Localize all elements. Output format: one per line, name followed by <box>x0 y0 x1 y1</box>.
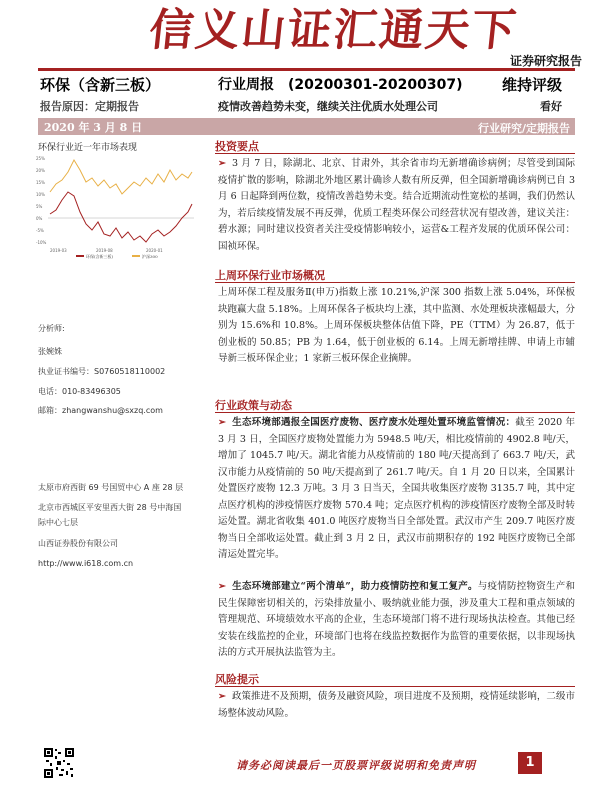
policy-paragraph-1 <box>218 415 575 564</box>
rating-value: 看好 <box>540 100 562 113</box>
report-reason: 报告原因：定期报告 <box>40 100 139 113</box>
index-series-line <box>50 160 192 194</box>
investment-text: 3 月 7 日，除湖北、北京、甘肃外，其余省市均无新增确诊病例；尽管受到国际疫情扩散的影响，除湖北外地区累计确诊人数有所反弹，但全国新增确诊病例已自 3 月 6 日起降到两位数，疫情改善趋势未变。结合近期流动性宽松的基调，我们仍然认为，若后续疫情发展不再反弹，优质工程类环保公司经营状况有望改善，建议关注：碧水源；同时建议投资者关注受疫情影响较小，运营&工程齐发展的优质环保公司：国祯环保。 <box>218 158 575 252</box>
policy-paragraph-2 <box>218 579 575 662</box>
svg-text:-5%: -5% <box>36 228 44 233</box>
svg-text:2019-03: 2019-03 <box>50 248 67 253</box>
policy-1-heading: 生态环境部遇报全国医疗废物、医疗废水处理处置环境监管情况： <box>231 417 516 428</box>
section-divider <box>215 412 575 413</box>
svg-text:10%: 10% <box>36 192 45 197</box>
svg-text:-10%: -10% <box>36 240 47 245</box>
svg-text:5%: 5% <box>36 204 43 209</box>
section-divider <box>215 153 575 154</box>
svg-text:2020-01: 2020-01 <box>146 248 163 253</box>
sector-name: 环保（含新三板） <box>40 76 161 94</box>
performance-chart <box>36 152 196 262</box>
y-axis-ticks <box>36 156 47 245</box>
certificate-number: 执业证书编号：S0760518110002 <box>38 367 166 376</box>
svg-text:2019-08: 2019-08 <box>96 248 113 253</box>
legend-sector-swatch <box>76 255 84 257</box>
address-taiyuan: 太原市府西街 69 号国贸中心 A 座 28 层 <box>38 483 184 492</box>
section-title-investment: 投资要点 <box>215 140 259 153</box>
rating-label: 维持评级 <box>501 76 562 94</box>
company-logo-slogan: 信义山证汇通天下 <box>146 5 521 56</box>
analyst-label: 分析师: <box>38 324 65 333</box>
section-title-risk: 风险提示 <box>215 673 259 686</box>
market-paragraph: 上周环保工程及服务Ⅱ(申万)指数上涨 10.21%,沪深 300 指数上涨 5.04%，环保板块跑赢大盘 5.18%。上周环保各子板块均上涨，其中监测、水处理板块涨幅最大，分别为 15.6%和 10.8%。上周环保板块整体估值下降，PE（TTM）为 26.87，低于创业板的 50.85；PB 为 1.64，低于创业板的 6.14。上周无新增挂牌、申请上市辅导新三板环保企业；1 家新三板环保企业摘牌。 <box>218 287 575 364</box>
risk-paragraph <box>218 689 575 722</box>
report-headline: 疫情改善趋势未变，继续关注优质水处理公司 <box>218 100 438 113</box>
report-title: 行业周报 (20200301-20200307) <box>218 77 463 93</box>
disclaimer-notice: 请务必阅读最后一页股票评级说明和免责声明 <box>236 759 476 772</box>
report-date: 2020 年 3 月 8 日 <box>44 121 143 134</box>
analyst-name: 张婉姝 <box>38 347 62 356</box>
sector-series-line <box>50 192 192 242</box>
header-divider <box>38 68 575 71</box>
chart-title: 环保行业近一年市场表现 <box>38 143 138 153</box>
bullet-icon: ➢ <box>218 158 226 169</box>
section-divider <box>215 282 575 283</box>
policy-1-text: 截至 2020 年 3 月 3 日，全国医疗废物处置能力为 5948.5 吨/天，相比疫情前的 4902.8 吨/天，增加了 1045.7 吨/天。湖北省能力从疫情前的 180 吨/天提高到了 663.7 吨/天，武汉市能力从疫情前的 50 吨/天提高到了 261.7 吨/天。自 1 月 20 日以来，全国累计处置医疗废物 12.3 万吨。3 月 3 日当天，全国共收集医疗废物 3135.7 吨，其中定点医疗机构的涉疫情医疗废物 570.4 吨；定点医疗机构的涉疫情医疗废物全部及时转运处置。湖北省收集 401.0 吨医疗废物当日全部处置。武汉市产生 209.7 吨医疗废物当日全部收运处置。截止到 3 月 2 日，武汉市前期积存的 192 吨医疗废物已全部清运处置完毕。 <box>218 417 575 560</box>
qr-code-icon <box>43 747 75 779</box>
bullet-icon: ➢ <box>218 691 226 702</box>
company-name: 山西证券股份有限公司 <box>38 539 118 548</box>
section-title-policy: 行业政策与动态 <box>215 399 292 412</box>
phone-number: 电话：010-83496305 <box>38 387 121 396</box>
bullet-icon: ➢ <box>218 417 226 428</box>
legend-index: 沪深300 <box>142 254 158 259</box>
report-type: 证券研究报告 <box>509 54 582 68</box>
legend-sector: 环保(含新三板) <box>86 254 114 259</box>
svg-text:15%: 15% <box>36 180 45 185</box>
risk-text: 政策推进不及预期，债务及融资风险，项目进度不及预期，疫情延续影响，二级市场整体波动风险。 <box>218 691 575 719</box>
legend-index-swatch <box>132 255 140 257</box>
policy-2-heading: 生态环境部建立“两个清单”，助力疫情防控和复工复产。 <box>231 581 478 592</box>
page-number: 1 <box>518 752 542 774</box>
svg-text:20%: 20% <box>36 168 45 173</box>
website-link[interactable]: http://www.i618.com.cn <box>38 559 134 568</box>
x-axis-ticks <box>50 248 163 253</box>
policy-2-text: 与疫情防控物资生产和民生保障密切相关的，污染排放量小、吸纳就业能力强，涉及重大工程和重点领域的管理规范、环境绩效水平高的企业，生态环境部门将不进行现场执法检查。其他已经安装在线监控的企业，环境部门也将在线监控数据作为监管的重要依据，以非现场执法的方式开展执法监管为主。 <box>218 581 575 658</box>
report-category: 行业研究/定期报告 <box>477 122 570 135</box>
email-address: 邮箱：zhangwanshu@sxzq.com <box>38 406 163 415</box>
bullet-icon: ➢ <box>218 581 226 592</box>
section-title-market: 上周环保行业市场概况 <box>215 269 325 282</box>
section-divider <box>215 686 575 687</box>
investment-paragraph <box>218 156 575 255</box>
svg-text:0%: 0% <box>36 216 43 221</box>
svg-text:25%: 25% <box>36 156 45 161</box>
address-beijing: 北京市西城区平安里西大街 28 号中海国际中心七层 <box>38 503 182 527</box>
